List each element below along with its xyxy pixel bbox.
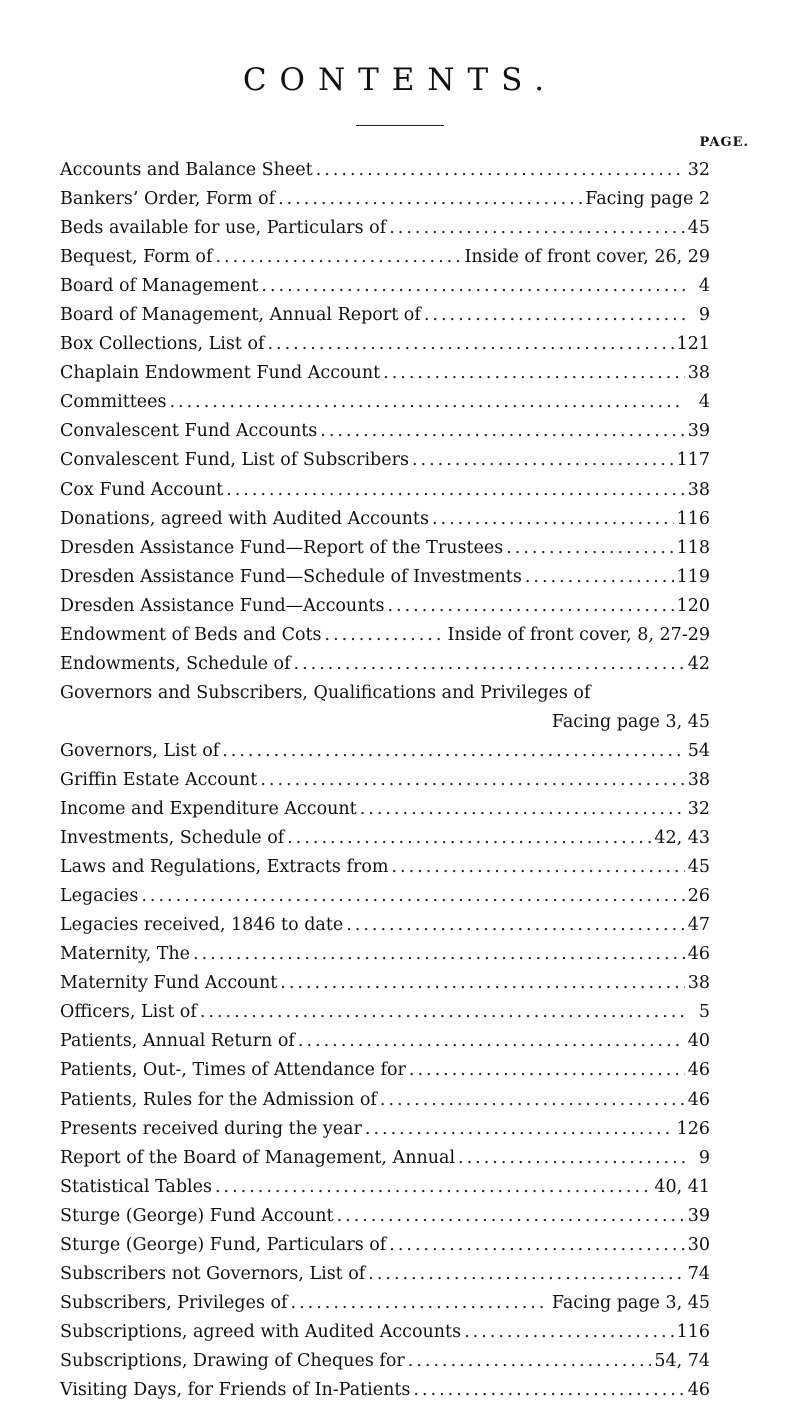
dot-leader: [432, 505, 674, 534]
dot-leader: [200, 998, 685, 1027]
toc-entry: [60, 330, 710, 359]
toc-entry: [60, 1202, 710, 1231]
toc-entry-label: Cox Fund Account: [60, 479, 224, 500]
toc-entry-label: Presents received during the year: [60, 1118, 362, 1139]
toc-entry: [60, 446, 710, 475]
toc-entry: [60, 505, 710, 534]
toc-entry: [60, 476, 710, 505]
dot-leader: [267, 330, 673, 359]
toc-entry-page: 38: [687, 363, 710, 384]
toc-entry-page: 32: [687, 799, 710, 820]
dot-leader: [261, 272, 685, 301]
dot-leader: [408, 1347, 652, 1376]
toc-entry-label: Legacies received, 1846 to date: [60, 915, 344, 936]
toc-entry-page: 9: [698, 1147, 710, 1168]
toc-entry-label: Investments, Schedule of: [60, 828, 285, 849]
toc-entry-page: 38: [687, 973, 710, 994]
toc-entry-label: Board of Management, Annual Report of: [60, 305, 421, 326]
toc-entry-page: 39: [687, 421, 710, 442]
toc-entry-page: 74: [687, 1263, 710, 1284]
toc-entry-page: 120: [676, 595, 710, 616]
toc-entry-page: 40: [687, 1031, 710, 1052]
toc-entry-label: Patients, Annual Return of: [60, 1031, 295, 1052]
toc-entry: [60, 795, 710, 824]
toc-entry: [60, 1115, 710, 1144]
toc-entry: [60, 969, 710, 998]
toc-entry: [60, 214, 710, 243]
toc-entry-page: 4: [698, 276, 710, 297]
toc-entry-page: 32: [687, 160, 710, 180]
toc-entry: [60, 1347, 710, 1376]
toc-entry-page: 119: [676, 566, 710, 587]
dot-leader: [424, 301, 685, 330]
toc-entry: [60, 911, 710, 940]
toc-entry-label: Box Collections, List of: [60, 334, 265, 355]
toc-entry-page: 116: [676, 508, 710, 529]
toc-entry: [60, 1231, 710, 1260]
toc-entry: [60, 1086, 710, 1115]
dot-leader: [387, 592, 673, 621]
toc-entry-label: Dresden Assistance Fund—Schedule of Investments: [60, 566, 522, 587]
toc-entry: [60, 243, 710, 272]
dot-leader: [215, 1173, 651, 1202]
toc-entry-page: 116: [676, 1321, 710, 1342]
toc-entry-label: Sturge (George) Fund, Particulars of: [60, 1234, 387, 1255]
dot-leader: [368, 1260, 684, 1289]
toc-entry-label: Statistical Tables: [60, 1176, 212, 1197]
dot-leader: [298, 1027, 685, 1056]
dot-leader: [458, 1144, 685, 1173]
toc-entry-label: Subscriptions, Drawing of Cheques for: [60, 1350, 405, 1371]
dot-leader: [383, 359, 685, 388]
toc-entry-label: Officers, List of: [60, 1002, 197, 1023]
toc-entry: [60, 388, 710, 417]
dot-leader: [141, 882, 684, 911]
toc-entry: [60, 563, 710, 592]
toc-entry: [60, 882, 710, 911]
toc-entry: [60, 940, 710, 969]
dot-leader: [278, 185, 582, 214]
toc-entry-page: 5: [698, 1002, 710, 1023]
toc-entry-label: Dresden Assistance Fund—Report of the Trustees: [60, 537, 504, 558]
dot-leader: [413, 1376, 684, 1405]
toc-entry-label: Laws and Regulations, Extracts from: [60, 857, 389, 878]
toc-entry-label: Griffin Estate Account: [60, 769, 258, 790]
toc-entry: [60, 708, 710, 737]
toc-entry-page: 42: [687, 653, 710, 674]
toc-entry: [60, 417, 710, 446]
toc-entry-page: 30: [687, 1234, 710, 1255]
dot-leader: [193, 940, 685, 969]
toc-entry: [60, 359, 710, 388]
toc-entry-label: Bequest, Form of: [60, 247, 213, 268]
toc-entry-label: Patients, Out-, Times of Attendance for: [60, 1060, 406, 1081]
toc-entry-page: 39: [687, 1205, 710, 1226]
toc-entry-label: Dresden Assistance Fund—Accounts: [60, 595, 385, 616]
toc-entry: [60, 301, 710, 330]
dot-leader: [291, 1289, 549, 1318]
toc-entry-page: 45: [687, 218, 710, 239]
toc-entry-page: Inside of front cover, 8, 27-29: [447, 624, 710, 645]
toc-entry-label: Accounts and Balance Sheet: [60, 160, 313, 180]
toc-entry-label: Convalescent Fund Accounts: [60, 421, 318, 442]
toc-entry-label: Income and Expenditure Account: [60, 799, 357, 820]
toc-entry: [60, 534, 710, 563]
toc-entry-page: Facing page 3, 45: [551, 711, 710, 732]
toc-entry-label: Committees: [60, 392, 167, 413]
toc-entry: [60, 592, 710, 621]
dot-leader: [525, 563, 674, 592]
toc-entry-label: Subscriptions, agreed with Audited Accounts: [60, 1321, 462, 1342]
dot-leader: [337, 1202, 685, 1231]
dot-leader: [287, 824, 651, 853]
dot-leader: [316, 156, 685, 185]
toc-entry-label: Report of the Board of Management, Annual: [60, 1147, 456, 1168]
dot-leader: [226, 476, 685, 505]
toc-entry-page: 117: [676, 450, 710, 471]
dot-leader: [360, 795, 685, 824]
toc-entry-label: Endowments, Schedule of: [60, 653, 291, 674]
dot-leader: [215, 243, 461, 272]
dot-leader: [412, 446, 674, 475]
toc-entry-label: Governors and Subscribers, Qualifications and Privileges of: [60, 682, 591, 703]
toc-entry-label: Maternity, The: [60, 944, 190, 965]
dot-leader: [260, 766, 684, 795]
toc-entry-page: 46: [687, 1379, 710, 1400]
page-title: CONTENTS.: [242, 62, 558, 98]
toc-entry-page: 9: [698, 305, 710, 326]
title-rule: [356, 125, 444, 126]
toc-entry-page: Facing page 3, 45: [551, 1292, 710, 1313]
toc-entry: [60, 1289, 710, 1318]
toc-entry-label: Convalescent Fund, List of Subscribers: [60, 450, 409, 471]
toc-entry: [60, 1260, 710, 1289]
toc-entry: [60, 272, 710, 301]
toc-entry: [60, 156, 710, 185]
page-column-header: PAGE.: [699, 135, 749, 150]
toc-entry: [60, 766, 710, 795]
toc-entry-page: 42, 43: [654, 828, 710, 849]
dot-leader: [391, 853, 684, 882]
dot-leader: [325, 621, 445, 650]
dot-leader: [506, 534, 673, 563]
toc-entry-label: Legacies: [60, 886, 139, 907]
toc-entry-label: Subscribers, Privileges of: [60, 1292, 288, 1313]
dot-leader: [346, 911, 685, 940]
toc-entry: [60, 1144, 710, 1173]
toc-entry-label: Bankers’ Order, Form of: [60, 189, 276, 210]
toc-entry: [60, 1376, 710, 1405]
toc-entry: [60, 853, 710, 882]
toc-entry: [60, 998, 710, 1027]
toc-entry-page: 46: [687, 1060, 710, 1081]
dot-leader: [464, 1318, 674, 1347]
toc-entry: [60, 185, 710, 214]
dot-leader: [380, 1086, 685, 1115]
toc-entry-label: Governors, List of: [60, 740, 220, 761]
dot-leader: [294, 650, 685, 679]
toc-entry-page: 46: [687, 1089, 710, 1110]
toc-entry-label: Subscribers not Governors, List of: [60, 1263, 366, 1284]
dot-leader: [280, 969, 684, 998]
toc-entry-label: Board of Management: [60, 276, 259, 297]
toc-entry-page: 126: [676, 1118, 710, 1139]
dot-leader: [320, 417, 684, 446]
toc-entry-page: 4: [698, 392, 710, 413]
toc-entry-page: 54, 74: [654, 1350, 710, 1371]
dot-leader: [222, 737, 685, 766]
dot-leader: [365, 1115, 674, 1144]
toc-entry-page: 38: [687, 479, 710, 500]
toc-entry-page: Facing page 2: [585, 189, 710, 210]
toc-entry-label: Visiting Days, for Friends of In-Patients: [60, 1379, 411, 1400]
toc-entry: [60, 621, 710, 650]
dot-leader: [169, 388, 685, 417]
toc-entry-page: 121: [676, 334, 710, 355]
toc-entry-label: Maternity Fund Account: [60, 973, 278, 994]
toc-entry-page: 40, 41: [654, 1176, 710, 1197]
toc-entry-page: 26: [687, 886, 710, 907]
toc-entry-page: 118: [676, 537, 710, 558]
toc-entry-page: 47: [687, 915, 710, 936]
toc-entry-page: 45: [687, 857, 710, 878]
toc-entry: [60, 1056, 710, 1085]
toc-entry: [60, 1173, 710, 1202]
toc-entry: [60, 737, 710, 766]
toc-entry: [60, 679, 710, 708]
toc-entry-label: Sturge (George) Fund Account: [60, 1205, 334, 1226]
dot-leader: [389, 1231, 684, 1260]
toc-entry-label: Chaplain Endowment Fund Account: [60, 363, 381, 384]
toc-entry: [60, 650, 710, 679]
toc-entry-page: 54: [687, 740, 710, 761]
toc-entry: [60, 824, 710, 853]
toc-entry-page: 38: [687, 769, 710, 790]
dot-leader: [409, 1056, 685, 1085]
table-of-contents: [60, 156, 710, 1405]
toc-entry: [60, 1027, 710, 1056]
dot-leader: [389, 214, 685, 243]
toc-entry-label: Endowment of Beds and Cots: [60, 624, 322, 645]
toc-entry-page: 46: [687, 944, 710, 965]
toc-entry-label: Patients, Rules for the Admission of: [60, 1089, 377, 1110]
toc-entry-label: Donations, agreed with Audited Accounts: [60, 508, 429, 529]
toc-entry-page: Inside of front cover, 26, 29: [464, 247, 710, 268]
toc-entry: [60, 1318, 710, 1347]
toc-entry-label: Beds available for use, Particulars of: [60, 218, 387, 239]
